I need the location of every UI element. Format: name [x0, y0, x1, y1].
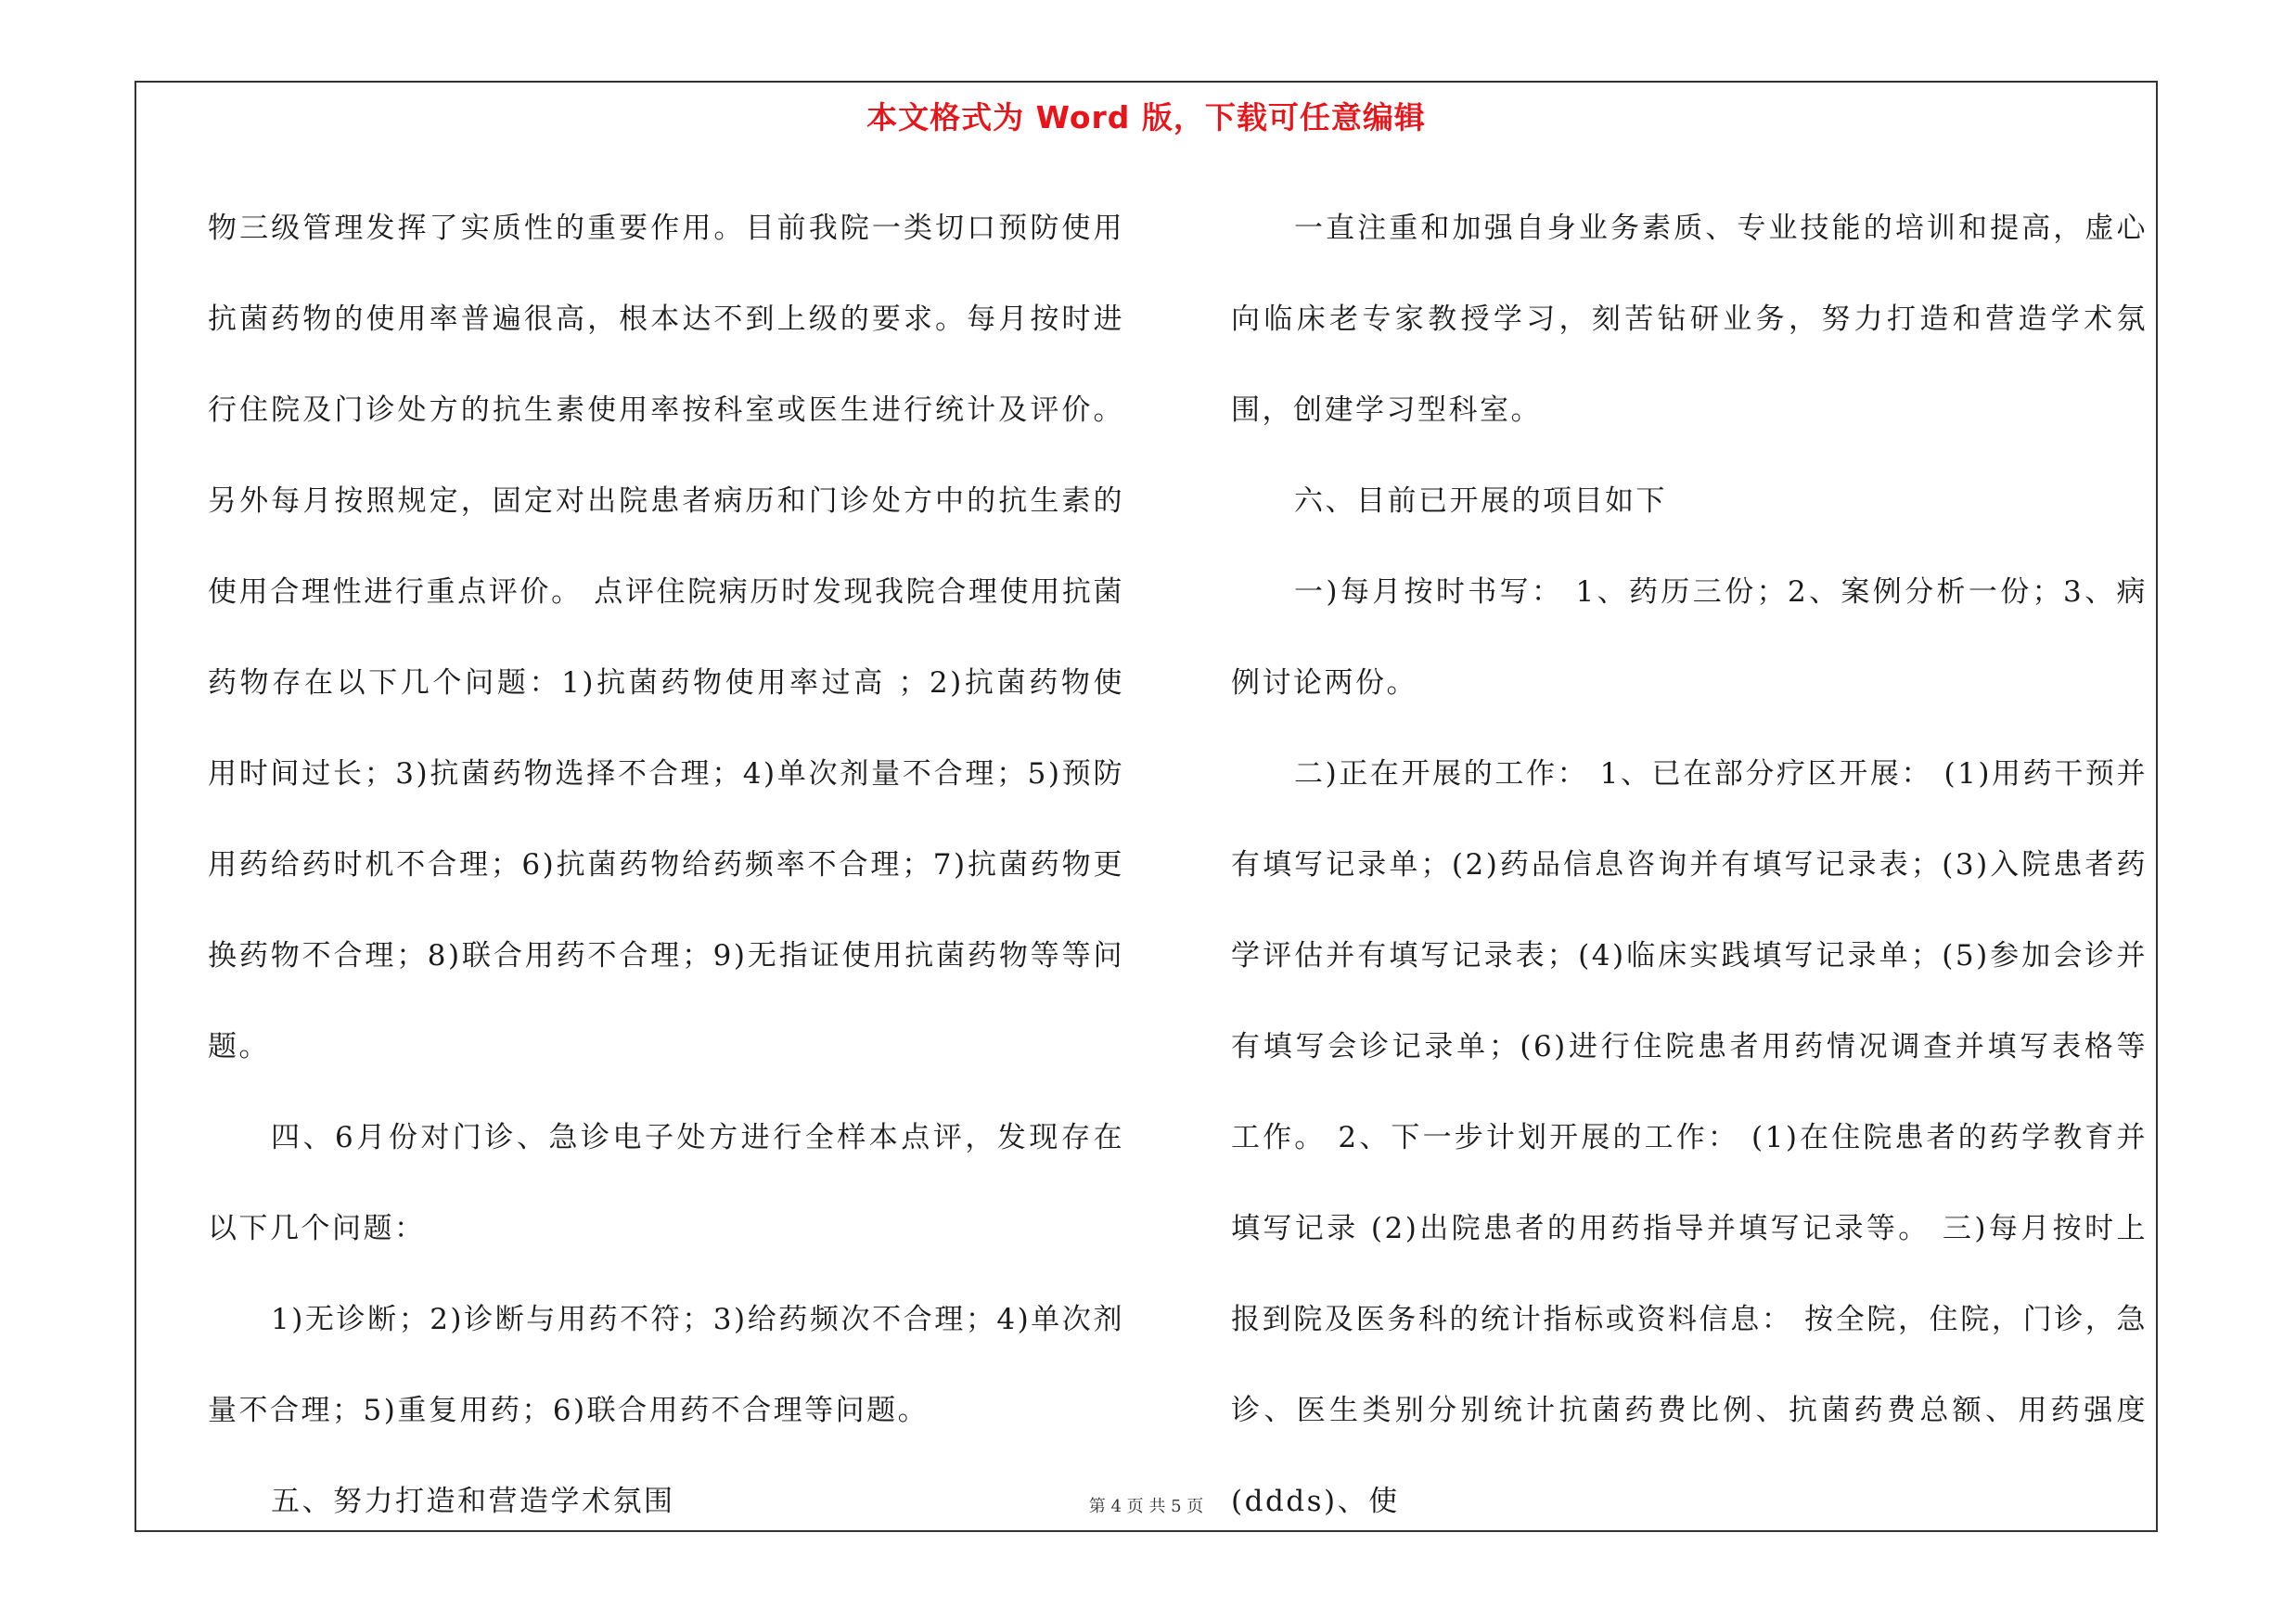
body-paragraph: 一)每月按时书写： 1、药历三份；2、案例分析一份；3、病例讨论两份。	[1231, 575, 2148, 700]
body-paragraph: 物三级管理发挥了实质性的重要作用。目前我院一类切口预防使用抗菌药物的使用率普遍很高，根本达不到上级的要求。每月按时进行住院及门诊处方的抗生素使用率按科室或医生进行统计及评价。另外每月按照规定，固定对出院患者病历和门诊处方中的抗生素的使用合理性进行重点评价。 点评住院病历时发现我院合理使用抗菌药物存在以下几个问题：1)抗菌药物使用率过高 ；2)抗菌药物使用时间过长；3)抗菌药物选择不合理；4)单次剂量不合理；5)预防用药给药时机不合理；6)抗菌药物给药频率不合理；7)抗菌药物更换药物不合理；8)联合用药不合理；9)无指证使用抗菌药物等等问题。	[208, 212, 1124, 1063]
section-heading: 六、目前已开展的项目如下	[1294, 484, 1667, 518]
section-heading: 五、努力打造和营造学术氛围	[271, 1485, 675, 1518]
right-text-column	[1231, 183, 2148, 1518]
body-paragraph: 一直注重和加强自身业务素质、专业技能的培训和提高，虚心向临床老专家教授学习，刻苦钻研业务，努力打造和营造学术氛围，创建学习型科室。	[1231, 212, 2148, 427]
left-text-column	[208, 183, 1124, 1518]
body-paragraph: 二)正在开展的工作： 1、已在部分疗区开展： (1)用药干预并有填写记录单；(2)药品信息咨询并有填写记录表；(3)入院患者药学评估并有填写记录表；(4)临床实践填写记录单；(5)参加会诊并有填写会诊记录单；(6)进行住院患者用药情况调查并填写表格等工作。 2、下一步计划开展的工作： (1)在住院患者的药学教育并填写记录 (2)出院患者的用药指导并填写记录等。 三)每月按时上报到院及医务科的统计指标或资料信息： 按全院，住院，门诊，急诊、医生类别分别统计抗菌药费比例、抗菌药费总额、用药强度(ddds)、使	[1231, 757, 2148, 1518]
body-paragraph: 1)无诊断；2)诊断与用药不符；3)给药频次不合理；4)单次剂量不合理；5)重复用药；6)联合用药不合理等问题。	[208, 1303, 1124, 1427]
document-page	[135, 81, 2158, 1532]
page-number-footer: 第 4 页 共 5 页	[1088, 1497, 1204, 1516]
body-paragraph: 四、6月份对门诊、急诊电子处方进行全样本点评，发现存在以下几个问题：	[208, 1121, 1124, 1245]
word-format-banner: 本文格式为 Word 版，下载可任意编辑	[866, 99, 1426, 135]
